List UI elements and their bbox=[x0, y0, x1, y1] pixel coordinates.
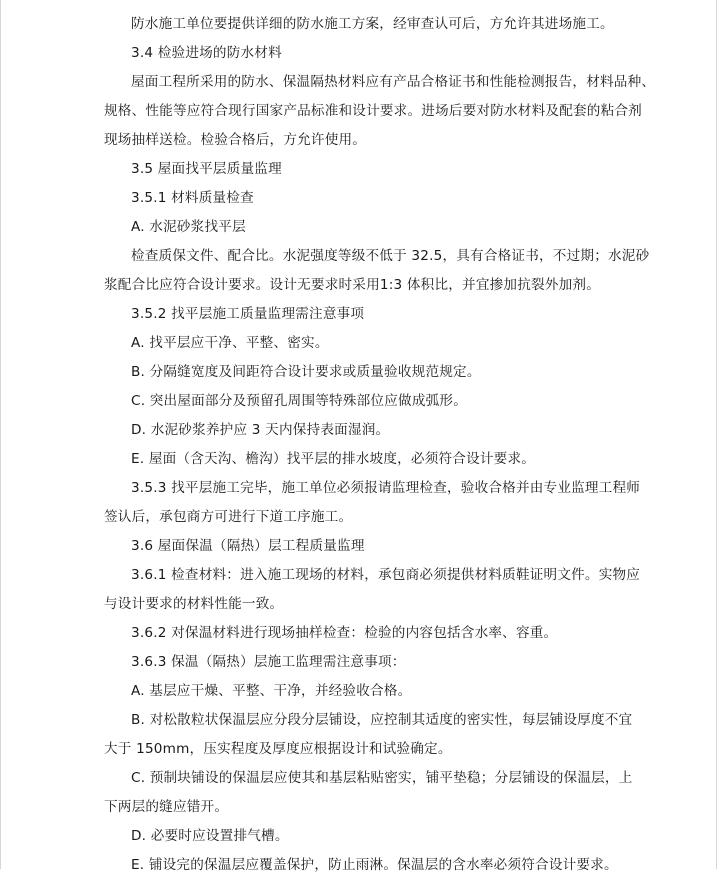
paragraph-line: 屋面工程所采用的防水、保温隔热材料应有产品合格证书和性能检测报告，材料品种、 bbox=[131, 74, 656, 90]
section-heading: 3.6 屋面保温（隔热）层工程质量监理 bbox=[131, 538, 365, 554]
list-item: E. 屋面（含天沟、檐沟）找平层的排水坡度，必须符合设计要求。 bbox=[131, 451, 536, 467]
subsection-heading: 3.5.2 找平层施工质量监理需注意事项 bbox=[131, 306, 365, 322]
paragraph-line: 规格、性能等应符合现行国家产品标准和设计要求。进场后要对防水材料及配套的粘合剂 bbox=[104, 103, 642, 119]
paragraph-line: 签认后，承包商方可进行下道工序施工。 bbox=[104, 509, 353, 525]
list-item: E. 铺设完的保温层应覆盖保护，防止雨淋。保温层的含水率必须符合设计要求。 bbox=[131, 857, 618, 873]
subsection-heading: 3.6.3 保温（隔热）层施工监理需注意事项： bbox=[131, 654, 406, 670]
list-item-continuation: 下两层的缝应错开。 bbox=[104, 799, 229, 815]
paragraph-line: 3.5.3 找平层施工完毕，施工单位必须报请监理检查，验收合格并由专业监理工程师 bbox=[131, 480, 641, 496]
paragraph-line: 检查质保文件、配合比。水泥强度等级不低于 32.5，具有合格证书，不过期；水泥砂 bbox=[131, 248, 650, 264]
subsection-heading: 3.5.1 材料质量检查 bbox=[131, 190, 254, 206]
paragraph-line: 3.6.1 检查材料：进入施工现场的材料，承包商必须提供材料质鞋证明文件。实物应 bbox=[131, 567, 641, 583]
list-item: D. 必要时应设置排气槽。 bbox=[131, 828, 289, 844]
paragraph-line: 浆配合比应符合设计要求。设计无要求时采用1:3 体积比，并宜掺加抗裂外加剂。 bbox=[104, 277, 600, 293]
list-item: A. 找平层应干净、平整、密实。 bbox=[131, 335, 329, 351]
list-item: C. 预制块铺设的保温层应使其和基层粘贴密实，铺平垫稳；分层铺设的保温层，上 bbox=[131, 770, 633, 786]
paragraph-line: 防水施工单位要提供详细的防水施工方案，经审查认可后，方允许其进场施工。 bbox=[131, 16, 614, 32]
paragraph-line: 与设计要求的材料性能一致。 bbox=[104, 596, 284, 612]
list-item-continuation: 大于 150mm，压实程度及厚度应根据设计和试验确定。 bbox=[104, 741, 452, 757]
list-item: B. 分隔缝宽度及间距符合设计要求或质量验收规范规定。 bbox=[131, 364, 481, 380]
paragraph-line: 现场抽样送检。检验合格后，方允许使用。 bbox=[104, 132, 367, 148]
list-item: C. 突出屋面部分及预留孔周围等特殊部位应做成弧形。 bbox=[131, 393, 467, 409]
list-item: A. 水泥砂浆找平层 bbox=[131, 219, 246, 235]
list-item: A. 基层应干燥、平整、干净，并经验收合格。 bbox=[131, 683, 412, 699]
section-heading: 3.4 检验进场的防水材料 bbox=[131, 45, 282, 61]
list-item: D. 水泥砂浆养护应 3 天内保持表面湿润。 bbox=[131, 422, 390, 438]
section-heading: 3.5 屋面找平层质量监理 bbox=[131, 161, 282, 177]
list-item: B. 对松散粒状保温层应分段分层铺设，应控制其适度的密实性，每层铺设厚度不宜 bbox=[131, 712, 633, 728]
paragraph-line: 3.6.2 对保温材料进行现场抽样检查：检验的内容包括含水率、容重。 bbox=[131, 625, 558, 641]
